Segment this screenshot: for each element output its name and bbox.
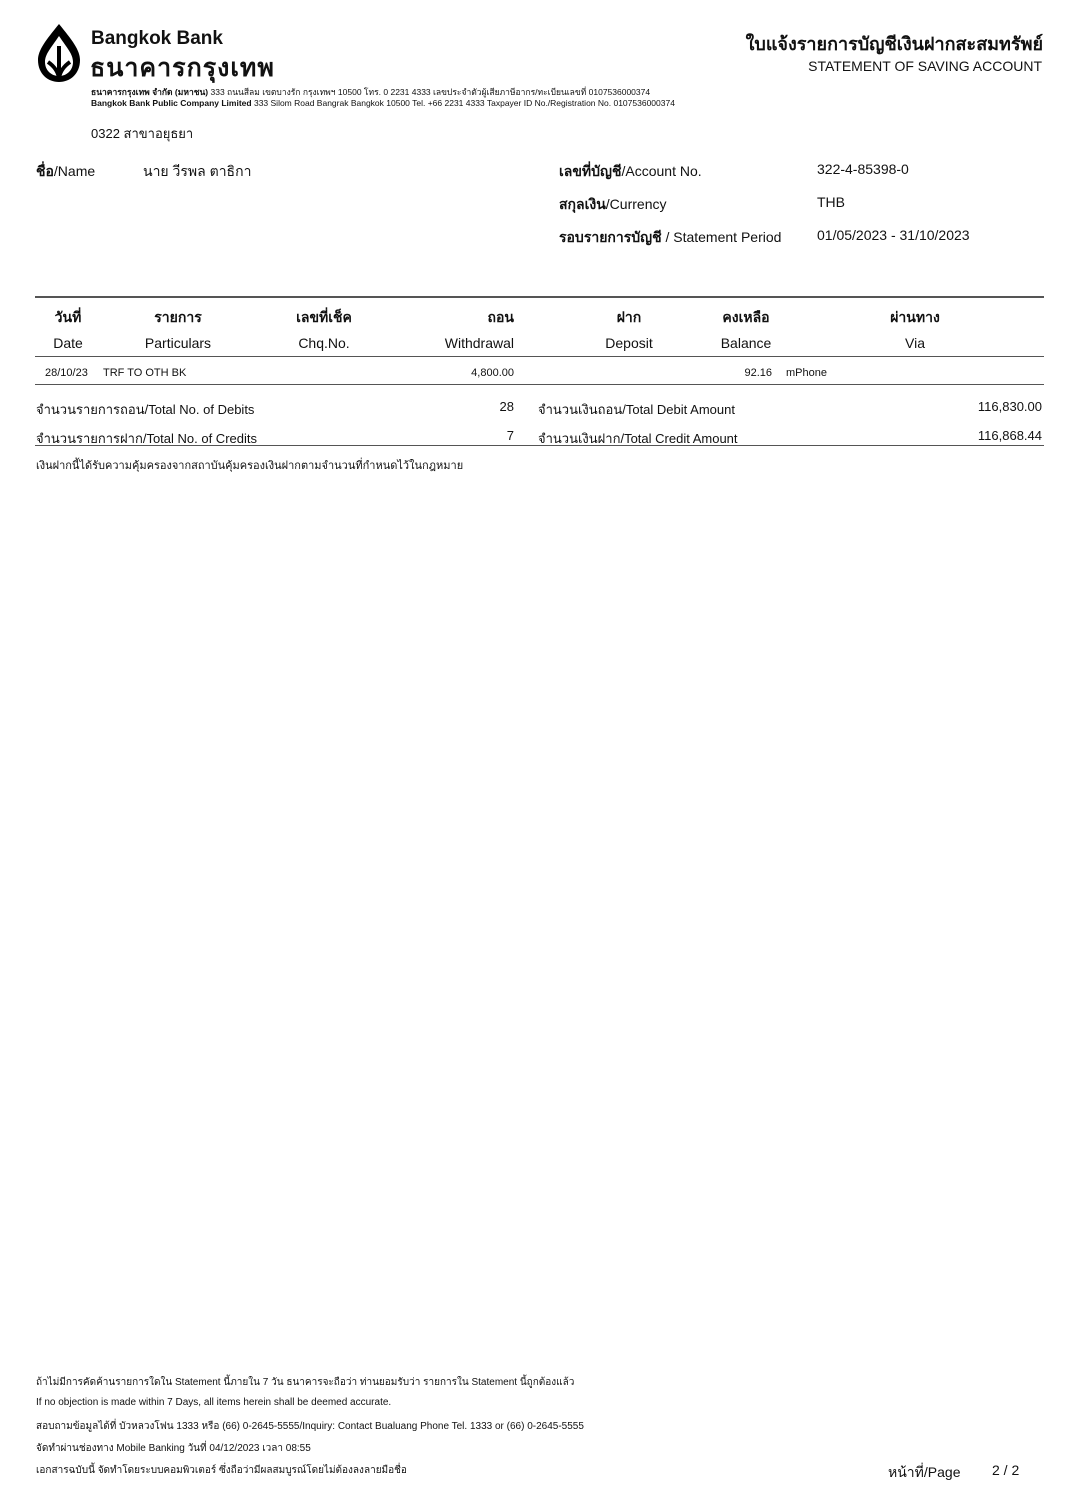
page-number: 2 / 2 [992,1462,1020,1478]
account-no-label: เลขที่บัญชี/Account No. [559,163,702,179]
bank-name-en: Bangkok Bank [91,28,223,49]
row-balance: 92.16 [744,367,772,379]
row-particulars: TRF TO OTH BK [103,367,187,379]
total-credit-amount-label: จำนวนเงินฝาก/Total Credit Amount [538,431,738,446]
header-chq-th: เลขที่เช็ค [296,309,352,325]
total-credits-count: 7 [506,428,514,443]
footer-line: จัดทำผ่านช่องทาง Mobile Banking วันที่ 04/12/2023 เวลา 08:55 [36,1443,311,1454]
period-label: รอบรายการบัญชี / Statement Period [559,229,782,245]
bangkok-bank-logo-icon [36,22,82,84]
footer-line: ถ้าไม่มีการคัดค้านรายการใดใน Statement นี้ภายใน 7 วัน ธนาคารจะถือว่า ท่านยอมรับว่า รายการใน Statement นี้ถูกต้องแล้ว [36,1377,575,1388]
header-balance-th: คงเหลือ [722,309,770,325]
currency-label: สกุลเงิน/Currency [559,196,667,212]
header-particulars-en: Particulars [144,335,212,351]
header-deposit-th: ฝาก [616,309,642,325]
title-th: ใบแจ้งรายการบัญชีเงินฝากสะสมทรัพย์ [745,34,1043,54]
currency: THB [817,194,845,210]
header-withdrawal-th: ถอน [487,309,514,325]
header-date-en: Date [53,335,83,351]
header-particulars-th: รายการ [154,309,202,325]
row-via: mPhone [786,367,827,379]
account-no: 322-4-85398-0 [817,161,909,177]
title-en: STATEMENT OF SAVING ACCOUNT [808,58,1042,74]
footer-line: If no objection is made within 7 Days, all items herein shall be deemed accurate. [36,1397,392,1408]
total-debits-count: 28 [499,399,514,414]
statement-period: 01/05/2023 - 31/10/2023 [817,227,970,243]
footer-line: สอบถามข้อมูลได้ที่ บัวหลวงโฟน 1333 หรือ (66) 0-2645-5555/Inquiry: Contact Bualuang Phone Tel. 1333 or (66) 0-2645-5555 [36,1421,584,1432]
header-balance-en: Balance [720,335,772,351]
name-label: ชื่อ/Name [36,163,96,179]
total-debits-label: จำนวนรายการถอน/Total No. of Debits [36,402,255,417]
bank-name-th: ธนาคารกรุงเทพ [90,54,275,82]
row-date: 28/10/23 [45,367,88,379]
header-deposit-en: Deposit [605,335,653,351]
deposit-protection-note: เงินฝากนี้ได้รับความคุ้มครองจากสถาบันคุ้มครองเงินฝากตามจำนวนที่กำหนดไว้ในกฎหมาย [36,460,464,472]
header-date-th: วันที่ [54,309,82,325]
address-en: Bangkok Bank Public Company Limited 333 Silom Road Bangrak Bangkok 10500 Tel. +66 2231 4333 Taxpayer ID No./Registration No. 0107536000374 [91,98,675,108]
header-via-en: Via [905,335,925,351]
account-holder-name: นาย วีรพล ตาธิกา [143,163,252,179]
branch: 0322 สาขาอยุธยา [91,126,194,141]
total-debit-amount-label: จำนวนเงินถอน/Total Debit Amount [538,402,735,417]
footer-line: เอกสารฉบับนี้ จัดทำโดยระบบคอมพิวเตอร์ ซึ่งถือว่ามีผลสมบูรณ์โดยไม่ต้องลงลายมือชื่อ [36,1465,407,1476]
header-chq-en: Chq.No. [298,335,350,351]
header-withdrawal-en: Withdrawal [444,335,514,351]
total-credits-label: จำนวนรายการฝาก/Total No. of Credits [36,431,257,446]
header-via-th: ผ่านทาง [890,309,940,325]
address-th: ธนาคารกรุงเทพ จำกัด (มหาชน) 333 ถนนสีลม เขตบางรัก กรุงเทพฯ 10500 โทร. 0 2231 4333 เลขประจำตัวผู้เสียภาษีอากร/ทะเบียนเลขที่ 0107536000374 [91,87,651,97]
total-credit-amount: 116,868.44 [977,428,1042,443]
page-label: หน้าที่/Page [888,1464,961,1480]
total-debit-amount: 116,830.00 [977,399,1042,414]
row-withdrawal: 4,800.00 [471,367,514,379]
